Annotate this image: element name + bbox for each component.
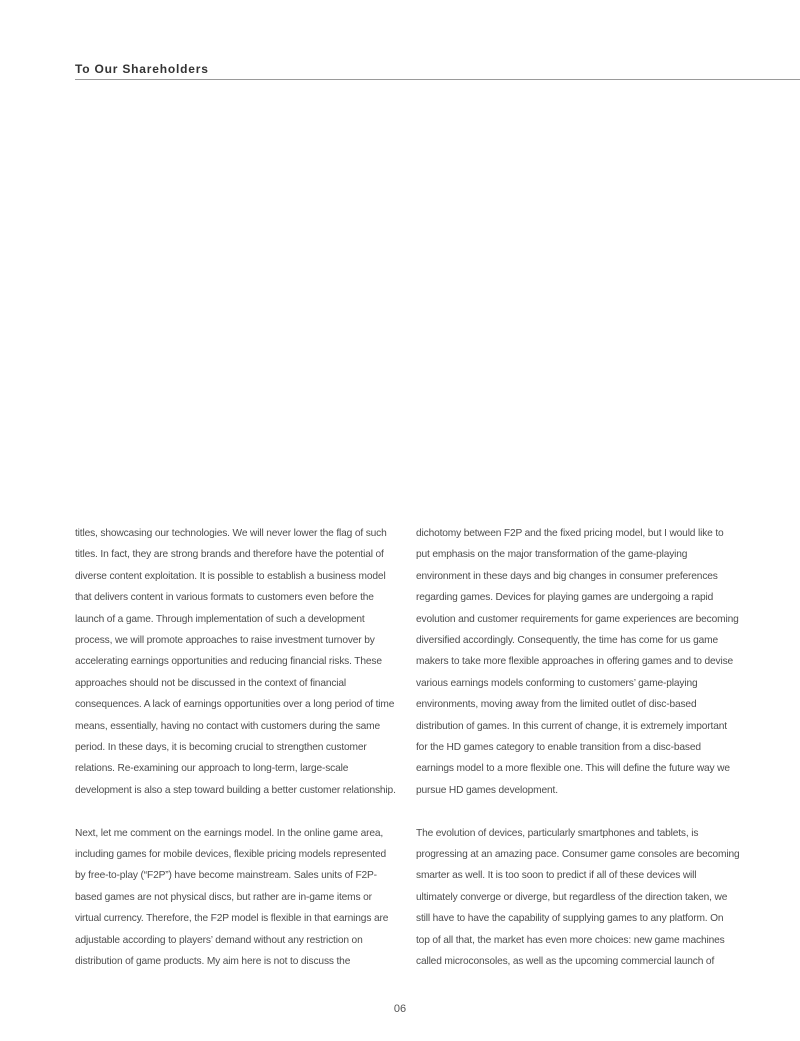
text-line: diverse content exploitation. It is possible to establish a business model [75,570,386,582]
page-number: 06 [393,1003,407,1015]
text-line: by free-to-play (“F2P”) have become mainstream. Sales units of F2P- [75,870,377,882]
text-line: Next, let me comment on the earnings model. In the online game area, [75,827,384,839]
text-line: ultimately converge or diverge, but regardless of the direction taken, we [416,891,728,903]
text-line: approaches should not be discussed in the context of financial [75,677,347,689]
text-line: distribution of games. In this current of change, it is extremely important [416,720,727,732]
text-line: makers to take more flexible approaches in offering games and to devise [416,656,734,668]
text-line: consequences. A lack of earnings opportunities over a long period of time [75,699,395,711]
text-line: regarding games. Devices for playing games are undergoing a rapid [416,592,714,604]
text-line: launch of a game. Through implementation of such a development [75,613,365,625]
body-column-left [75,523,396,994]
text-line: period. In these days, it is becoming crucial to strengthen customer [75,742,367,754]
text-line: adjustable according to players’ demand without any restriction on [75,934,363,946]
text-line: titles. In fact, they are strong brands and therefore have the potential of [75,549,384,561]
text-line: including games for mobile devices, flexible pricing models represented [75,849,386,861]
text-line: progressing at an amazing pace. Consumer game consoles are becoming [416,849,740,861]
text-line: environments, moving away from the limited outlet of disc-based [416,699,697,711]
text-line: that delivers content in various formats to customers even before the [75,592,374,604]
text-line: earnings model to a more flexible one. This will define the future way we [416,763,730,775]
paragraph [416,823,740,973]
text-line: development is also a step toward building a better customer relationship. [75,784,396,796]
text-line: dichotomy between F2P and the fixed pricing model, but I would like to [416,528,724,539]
text-line: accelerating earnings opportunities and reducing financial risks. These [75,656,382,668]
text-line: various earnings models conforming to customers’ game-playing [416,677,698,689]
text-line: pursue HD games development. [416,784,558,796]
text-line: relations. Re-examining our approach to long-term, large-scale [75,763,349,775]
text-line: The evolution of devices, particularly smartphones and tablets, is [416,827,699,839]
text-line: process, we will promote approaches to raise investment turnover by [75,635,375,647]
text-line: still have to have the capability of supplying games to any platform. On [416,913,724,925]
text-line: distribution of game products. My aim here is not to discuss the [75,956,351,968]
text-line: put emphasis on the major transformation of the game-playing [416,549,688,561]
text-line: titles, showcasing our technologies. We will never lower the flag of such [75,528,387,539]
paragraph [75,523,396,801]
photo-area [0,80,800,510]
text-line: smarter as well. It is too soon to predict if all of these devices will [416,870,697,882]
text-line: evolution and customer requirements for game experiences are becoming [416,613,739,625]
text-line: for the HD games category to enable transition from a disc-based [416,742,701,754]
text-line: based games are not physical discs, but rather are in-game items or [75,891,372,903]
text-line: called microconsoles, as well as the upcoming commercial launch of [416,956,715,968]
text-line: top of all that, the market has even more choices: new game machines [416,934,725,946]
text-line: means, essentially, having no contact with customers during the same [75,720,381,732]
paragraph [416,523,739,801]
text-line: environment in these days and big changes in consumer preferences [416,570,718,582]
section-header: To Our Shareholders [75,62,209,76]
text-line: diversified accordingly. Consequently, the time has come for us game [416,635,718,647]
body-column-right [416,523,740,994]
paragraph [75,823,389,973]
text-line: virtual currency. Therefore, the F2P model is flexible in that earnings are [75,913,389,925]
